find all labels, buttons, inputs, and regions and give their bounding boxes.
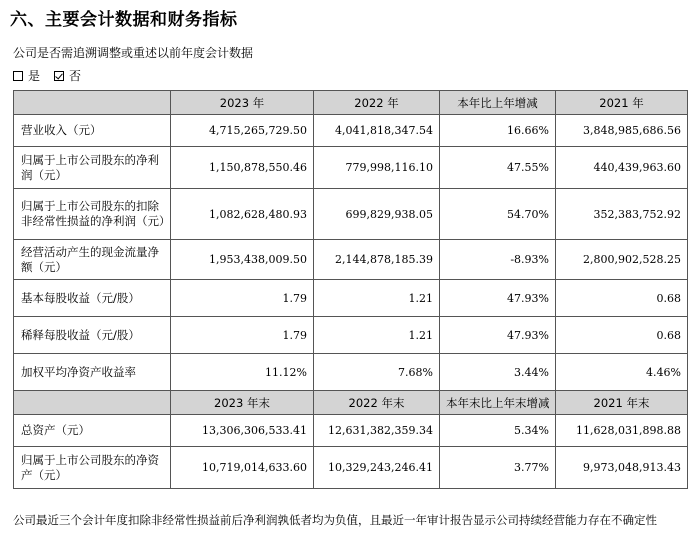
value-cell: 0.68 [556, 280, 688, 317]
value-cell: 1.79 [171, 317, 314, 354]
header-cell: 本年末比上年末增减 [440, 391, 556, 415]
row-label: 归属于上市公司股东的净资产（元） [14, 447, 171, 489]
header-cell: 本年比上年增减 [440, 91, 556, 115]
value-cell: 4.46% [556, 354, 688, 391]
table-row [14, 147, 688, 189]
financial-indicators-table [13, 90, 688, 489]
header-cell: 2021 年 [556, 91, 688, 115]
value-cell: 1,082,628,480.93 [171, 189, 314, 240]
row-label: 稀释每股收益（元/股） [14, 317, 171, 354]
restatement-choices [13, 67, 81, 84]
table-header-row [14, 91, 688, 115]
value-cell: 1,150,878,550.46 [171, 147, 314, 189]
value-cell: 0.68 [556, 317, 688, 354]
header-cell: 2022 年 [314, 91, 440, 115]
value-cell: 47.93% [440, 280, 556, 317]
value-cell: 2,144,878,185.39 [314, 240, 440, 280]
section-title: 六、主要会计数据和财务指标 [10, 10, 238, 30]
row-label: 总资产（元） [14, 415, 171, 447]
value-cell: 16.66% [440, 115, 556, 147]
value-cell: 4,041,818,347.54 [314, 115, 440, 147]
row-label: 经营活动产生的现金流量净额（元） [14, 240, 171, 280]
value-cell: 47.55% [440, 147, 556, 189]
row-label: 归属于上市公司股东的扣除非经常性损益的净利润（元） [14, 189, 171, 240]
restatement-question: 公司是否需追溯调整或重述以前年度会计数据 [13, 46, 254, 60]
value-cell: 3,848,985,686.56 [556, 115, 688, 147]
header-cell: 2023 年 [171, 91, 314, 115]
value-cell: -8.93% [440, 240, 556, 280]
table-row [14, 189, 688, 240]
value-cell: 12,631,382,359.34 [314, 415, 440, 447]
value-cell: 11.12% [171, 354, 314, 391]
table-row [14, 280, 688, 317]
yes-checkbox[interactable] [13, 71, 23, 81]
value-cell: 440,439,963.60 [556, 147, 688, 189]
no-checkbox[interactable] [54, 71, 64, 81]
table-row [14, 354, 688, 391]
value-cell: 54.70% [440, 189, 556, 240]
value-cell: 47.93% [440, 317, 556, 354]
row-label: 加权平均净资产收益率 [14, 354, 171, 391]
value-cell: 2,800,902,528.25 [556, 240, 688, 280]
table-header-row [14, 391, 688, 415]
yes-label: 是 [28, 69, 41, 83]
value-cell: 1.21 [314, 317, 440, 354]
value-cell: 13,306,306,533.41 [171, 415, 314, 447]
row-label: 基本每股收益（元/股） [14, 280, 171, 317]
header-cell: 2023 年末 [171, 391, 314, 415]
row-label: 归属于上市公司股东的净利润（元） [14, 147, 171, 189]
value-cell: 3.77% [440, 447, 556, 489]
header-label-cell [14, 391, 171, 415]
value-cell: 4,715,265,729.50 [171, 115, 314, 147]
table-row [14, 447, 688, 489]
value-cell: 7.68% [314, 354, 440, 391]
table-row [14, 115, 688, 147]
value-cell: 10,329,243,246.41 [314, 447, 440, 489]
value-cell: 1.79 [171, 280, 314, 317]
table-row [14, 317, 688, 354]
value-cell: 352,383,752.92 [556, 189, 688, 240]
table-row [14, 240, 688, 280]
value-cell: 1.21 [314, 280, 440, 317]
value-cell: 9,973,048,913.43 [556, 447, 688, 489]
no-label: 否 [69, 69, 82, 83]
value-cell: 779,998,116.10 [314, 147, 440, 189]
header-label-cell [14, 91, 171, 115]
value-cell: 11,628,031,898.88 [556, 415, 688, 447]
row-label: 营业收入（元） [14, 115, 171, 147]
header-cell: 2022 年末 [314, 391, 440, 415]
value-cell: 1,953,438,009.50 [171, 240, 314, 280]
table-row [14, 415, 688, 447]
going-concern-note: 公司最近三个会计年度扣除非经常性损益前后净利润孰低者均为负值，且最近一年审计报告显示公司持续经营能力存在不确定性 [13, 513, 657, 527]
value-cell: 10,719,014,633.60 [171, 447, 314, 489]
header-cell: 2021 年末 [556, 391, 688, 415]
value-cell: 3.44% [440, 354, 556, 391]
value-cell: 5.34% [440, 415, 556, 447]
value-cell: 699,829,938.05 [314, 189, 440, 240]
